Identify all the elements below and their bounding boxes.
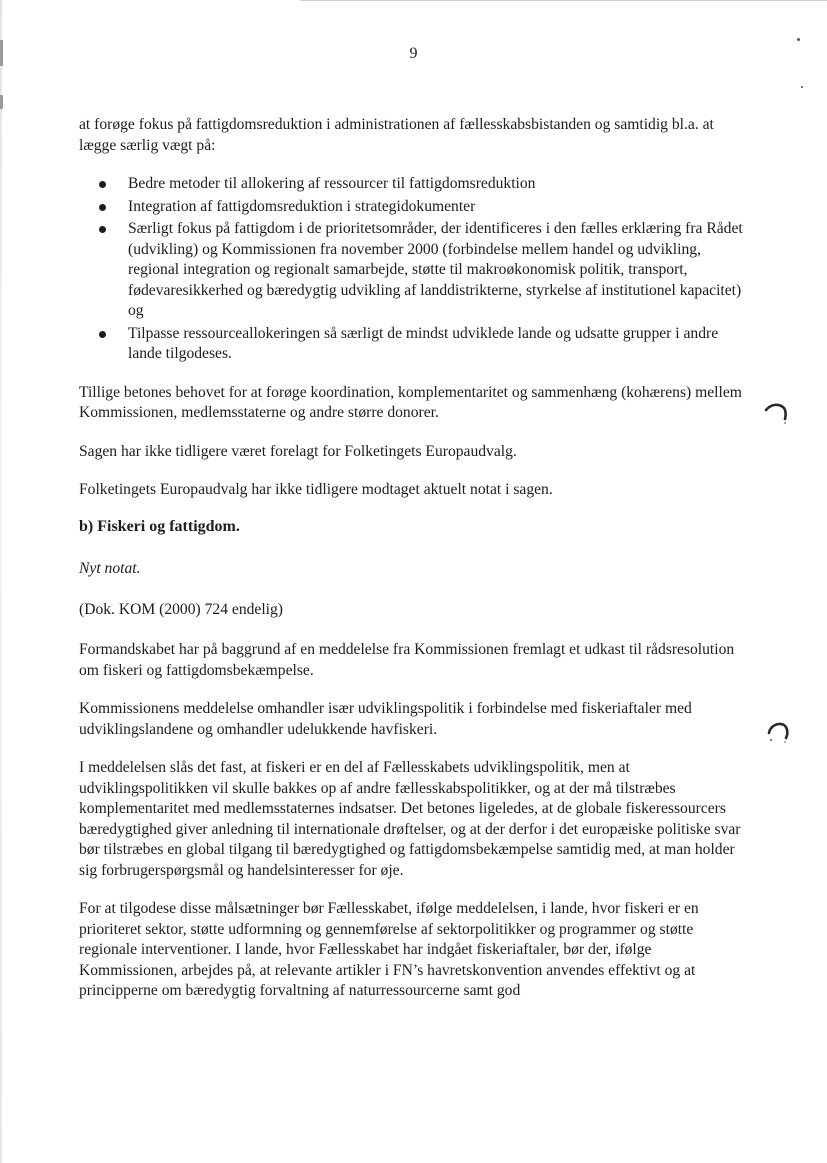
not-presented-paragraph: Sagen har ikke tidligere været forelagt for Folketingets Europaudvalg. <box>79 442 517 460</box>
page-number: 9 <box>409 45 418 62</box>
bullet-icon <box>99 226 106 233</box>
bullet-icon <box>99 331 106 338</box>
list-item <box>79 174 753 195</box>
new-note-label: Nyt notat. <box>79 560 141 577</box>
scan-left-edge <box>0 0 2 1163</box>
coordination-paragraph: Tillige betones behovet for at forøge koordination, komplementaritet og sammenhæng (kohærens) mellem Kommissionen, medlemsstaterne og andre større donorer. <box>79 383 742 421</box>
list-item <box>79 324 753 365</box>
punch-hole-mark <box>763 399 789 425</box>
document-body <box>79 115 753 1002</box>
list-item-text: Tilpasse ressourceallokeringen så særligt de mindst udviklede lande og udsatte grupper i andre lande tilgodeses. <box>128 324 719 362</box>
list-item <box>79 197 753 218</box>
list-item-text: Bedre metoder til allokering af ressourcer til fattigdomsreduktion <box>128 175 536 192</box>
scan-speck <box>801 86 803 88</box>
list-item-text: Særligt fokus på fattigdom i de prioritetsområder, der identificeres i den fælles erklæring fra Rådet (udvikling) og Kommissionen fra november 2000 (forbindelse mellem handel og udvikling, regional integration og regionalt samarbejde, støtte til makroøkonomisk politik, transport, fødevaresikkerhed og bæredygtig udvikling af landdistrikterne, styrkelse af institutionel kapacitet) og <box>128 220 743 319</box>
priority-bullet-list <box>79 174 753 365</box>
punch-hole-mark <box>765 719 791 745</box>
list-item-text: Integration af fattigdomsreduktion i strategidokumenter <box>128 197 476 215</box>
list-item <box>79 219 753 322</box>
intro-paragraph: at forøge fokus på fattigdomsreduktion i administrationen af fællesskabsbistanden og samtidig bl.a. at lægge særlig vægt på: <box>79 116 714 154</box>
section-heading: b) Fiskeri og fattigdom. <box>79 517 240 535</box>
no-note-paragraph: Folketingets Europaudvalg har ikke tidligere modtaget aktuelt notat i sagen. <box>79 481 553 498</box>
objectives-paragraph: For at tilgodese disse målsætninger bør Fællesskabet, ifølge meddelelsen, i lande, hvor fiskeri er en prioriteret sektor, støtte udformning og gennemførelse af sektorpolitikker og programmer og støtte regionale interventioner. I lande, hvor Fællesskabet har indgået fiskeriaftaler, bør der, ifølge Kommissionen, arbejdes på, at relevante artikler i FN’s havretskonvention anvendes effektivt og at principperne om bæredygtig forvaltning af naturressourcerne samt god <box>79 900 699 999</box>
statement-paragraph: I meddelelsen slås det fast, at fiskeri er en del af Fællesskabets udviklingspolitik, men at udviklingspolitikken vil skulle bakkes op af andre fællesskabspolitikker, og at der må tilstræbes komplementaritet med medlemsstaternes indsatser. Det betones ligeledes, at de globale fiskeressourcers bæredygtighed giver anledning til internationale drøftelser, og at der derfor i det europæiske politiske svar bør tilstræbes en global tilgang til bæredygtighed og fattigdomsbekæmpelse samtidig med, at man holder sig forbrugerspørgsmål og handelsinteresser for øje. <box>79 759 741 879</box>
presidency-paragraph: Formandskabet har på baggrund af en meddelelse fra Kommissionen fremlagt et udkast til rådsresolution om fiskeri og fattigdomsbekæmpelse. <box>79 641 735 679</box>
communication-paragraph: Kommissionens meddelelse omhandler især udviklingspolitik i forbindelse med fiskeriaftaler med udviklingslandene og omhandler udelukkende havfiskeri. <box>79 700 692 738</box>
bullet-icon <box>99 204 106 211</box>
scan-margin-mark <box>0 95 3 109</box>
scan-speck <box>797 38 800 41</box>
bullet-icon <box>99 181 106 188</box>
scan-top-edge-line <box>300 0 827 1</box>
document-reference: (Dok. KOM (2000) 724 endelig) <box>79 600 283 618</box>
